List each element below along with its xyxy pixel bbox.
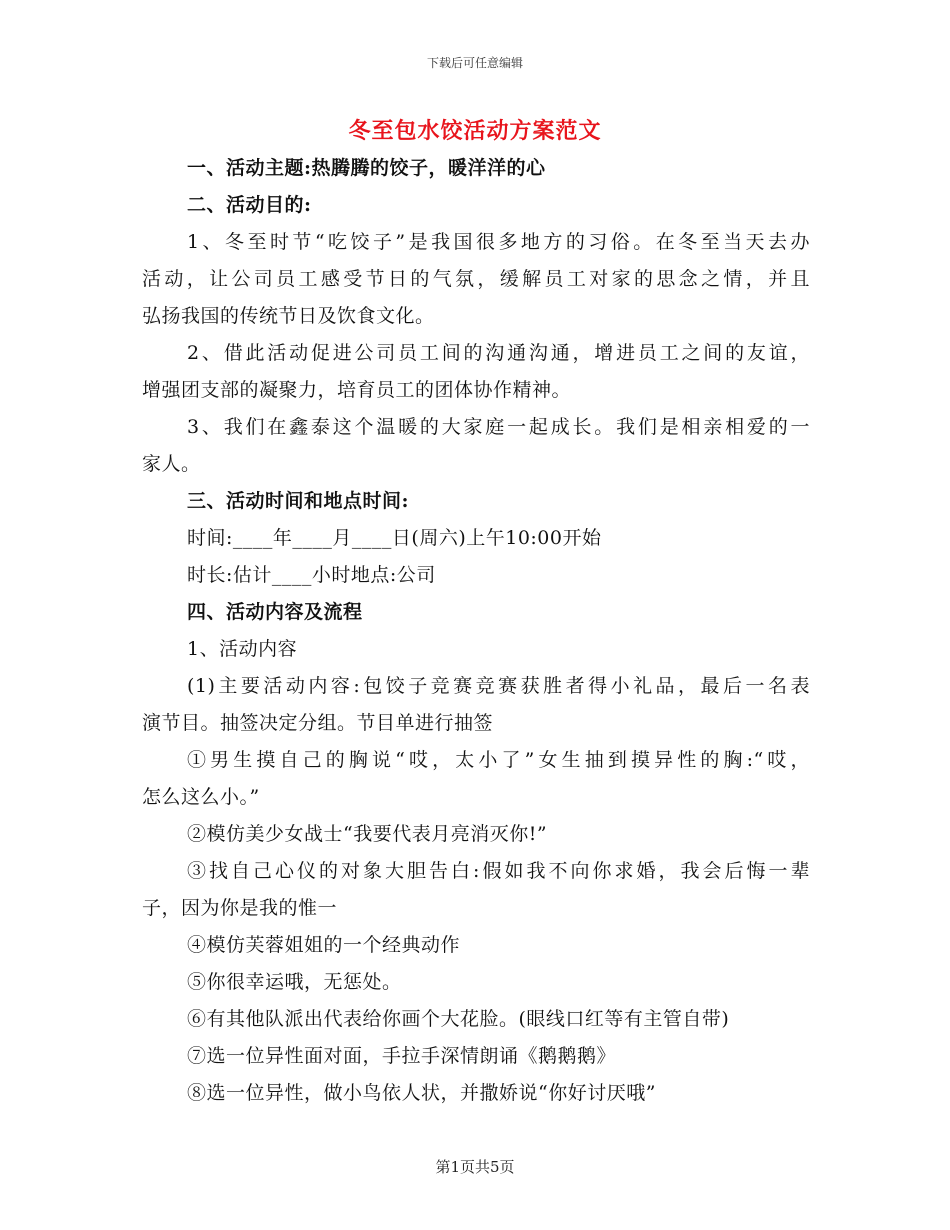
document-body [142, 150, 810, 1112]
paragraph-line: ⑧选一位异性，做小鸟依人状，并撒娇说“你好讨厌哦” [187, 1082, 656, 1104]
section-heading: 二、活动目的: [187, 194, 312, 216]
paragraph-line: 弘扬我国的传统节日及饮食文化。 [142, 305, 435, 327]
page-footer: 第1页共5页 [435, 1158, 515, 1176]
page-header-note: 下载后可任意编辑 [426, 56, 523, 70]
paragraph-line: 1、冬至时节“吃饺子”是我国很多地方的习俗。在冬至当天去办 [187, 231, 810, 253]
paragraph-line: 2、借此活动促进公司员工间的沟通沟通，增进员工之间的友谊， [187, 342, 810, 364]
paragraph-line: 时长:估计____小时地点:公司 [187, 564, 436, 586]
paragraph-line: 活动，让公司员工感受节日的气氛，缓解员工对家的思念之情，并且 [142, 268, 810, 290]
paragraph-line: ⑥有其他队派出代表给你画个大花脸。(眼线口红等有主管自带) [187, 1008, 730, 1030]
paragraph-line: (1)主要活动内容:包饺子竞赛竞赛获胜者得小礼品，最后一名表 [187, 675, 810, 697]
section-heading: 一、活动主题:热腾腾的饺子，暖洋洋的心 [187, 157, 546, 179]
paragraph-line: ③找自己心仪的对象大胆告白:假如我不向你求婚，我会后悔一辈 [187, 860, 810, 882]
paragraph-line: 子，因为你是我的惟一 [142, 897, 338, 919]
paragraph-line: 1、活动内容 [187, 638, 298, 660]
paragraph-line: 怎么这么小。” [142, 786, 260, 808]
document-title: 冬至包水饺活动方案范文 [348, 118, 602, 144]
paragraph-line: 时间:____年____月____日(周六)上午10:00开始 [187, 527, 602, 549]
paragraph-line: 演节目。抽签决定分组。节目单进行抽签 [142, 712, 494, 734]
section-heading: 三、活动时间和地点时间: [187, 490, 410, 512]
section-heading: 四、活动内容及流程 [187, 601, 363, 623]
paragraph-line: 家人。 [142, 453, 201, 475]
paragraph-line: 增强团支部的凝聚力，培育员工的团体协作精神。 [142, 379, 572, 401]
paragraph-line: ②模仿美少女战士“我要代表月亮消灭你!” [187, 823, 548, 845]
paragraph-line: ④模仿芙蓉姐姐的一个经典动作 [187, 934, 461, 956]
paragraph-line: ⑦选一位异性面对面，手拉手深情朗诵《鹅鹅鹅》 [187, 1045, 617, 1067]
paragraph-line: ①男生摸自己的胸说“哎，太小了”女生抽到摸异性的胸:“哎， [187, 749, 810, 771]
paragraph-line: ⑤你很幸运哦，无惩处。 [187, 971, 402, 993]
paragraph-line: 3、我们在鑫泰这个温暖的大家庭一起成长。我们是相亲相爱的一 [187, 416, 810, 438]
